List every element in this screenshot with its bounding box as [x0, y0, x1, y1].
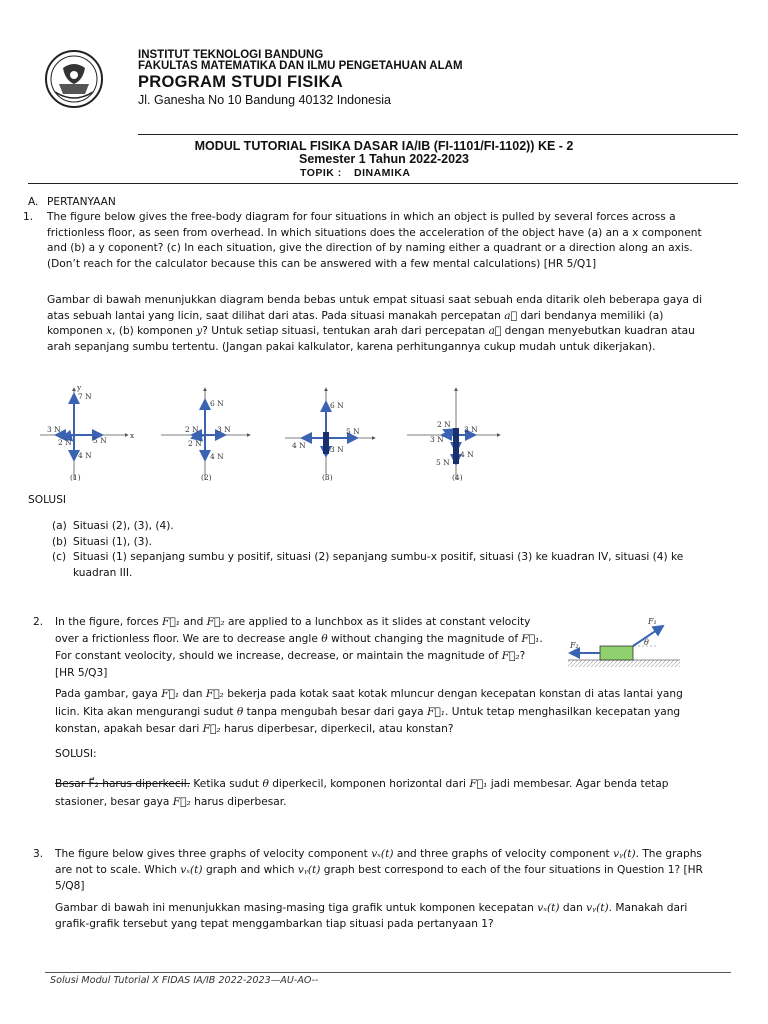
- d1-axis-y: y: [77, 383, 82, 392]
- itb-logo: [43, 48, 105, 110]
- d1-axis-x: x: [130, 431, 135, 440]
- d1-label-4n: 4 N: [78, 451, 92, 460]
- d4-label-3n-b: 3 N: [430, 435, 444, 444]
- q1-text-en: The figure below gives the free-body diagram for four situations in which an object is pulled by several forces across a frictionless floor, as seen from overhead. In which situations does the acceleration of the object have (a) an a x component and (b) a y coponent? (c) In each situation, give the direction of by naming either a quadrant or a direction along an axis. (Don’t reach for the calculator because this can be answered with a few mental calculations) [HR 5/Q1]: [47, 211, 702, 270]
- fig-f1-label: F₁: [648, 617, 657, 626]
- d3-label-6n: 6 N: [330, 401, 344, 410]
- section-title: PERTANYAAN: [47, 196, 116, 208]
- q3-text-en: The figure below gives three graphs of velocity component vₓ(t) and three graphs of velocity component vᵧ(t). The graphs are not to scale. Which vₓ(t) graph and which vᵧ(t) graph best correspond to each of the four situations in Question 1? [HR 5/Q8]: [55, 848, 703, 892]
- topic: DINAMIKA: [354, 167, 411, 179]
- q1-number: 1.: [23, 211, 34, 223]
- d2-label-2n-a: 2 N: [185, 425, 199, 434]
- fig-theta-label: θ: [644, 638, 649, 647]
- q2-text-id: Pada gambar, gaya F⃗₁ dan F⃗₂ bekerja pada kotak saat kotak mluncur dengan kecepatan konstan di atas lantai yang licin. Kita akan mengurangi sudut θ tanpa mengubah besar dari gaya F⃗₁. Untuk tetap menghasilkan kecepatan yang konstan, apakah besar dari F⃗₂ harus diperbesar, diperkecil, atau konstan?: [55, 688, 683, 735]
- d2-label-2n-b: 2 N: [188, 439, 202, 448]
- q1-answer-c: (c) Situasi (1) sepanjang sumbu y positif, situasi (2) sepanjang sumbu-x positif, situasi (3) ke kuadran IV, situasi (4) ke kuadran III.: [52, 551, 684, 579]
- module-title: MODUL TUTORIAL FISIKA DASAR IA/IB (FI-1101/FI-1102)) KE - 2: [194, 139, 574, 153]
- q1-answer-a: (a) Situasi (2), (3), (4).: [52, 520, 174, 532]
- q2-solution-label: SOLUSI:: [55, 748, 97, 760]
- q2-number: 2.: [33, 616, 44, 628]
- q2-solution-text: Besar F⃗₂ harus diperkecil. Ketika sudut θ diperkecil, komponen horizontal dari F⃗₁ jadi membesar. Agar benda tetap stasioner, besar gaya F⃗₂ harus diperbesar.: [55, 778, 669, 808]
- d2-caption: (2): [201, 473, 212, 482]
- lunchbox-figure: [558, 612, 688, 670]
- institute-name: INSTITUT TEKNOLOGI BANDUNG: [138, 49, 324, 61]
- title-rule: [28, 183, 738, 184]
- program-name: PROGRAM STUDI FISIKA: [138, 73, 343, 91]
- d2-label-4n: 4 N: [210, 452, 224, 461]
- d4-label-5n: 5 N: [436, 458, 450, 467]
- lunchbox: [600, 646, 633, 660]
- d2-label-3n: 3 N: [217, 425, 231, 434]
- q2-text-en: In the figure, forces F⃗₁ and F⃗₂ are applied to a lunchbox as it slides at constant velocity over a frictionless floor. We are to decrease angle θ without changing the magnitude of F⃗₁. For constant veolocity, should we increase, decrease, or maintain the magnitude of F⃗₂? [HR 5/Q3]: [55, 616, 543, 679]
- d4-caption: (4): [452, 473, 463, 482]
- q3-number: 3.: [33, 848, 44, 860]
- d2-label-6n: 6 N: [210, 399, 224, 408]
- d4-label-3n-a: 3 N: [464, 425, 478, 434]
- d1-label-5n: 5 N: [93, 436, 107, 445]
- d1-caption: (1): [70, 473, 81, 482]
- d3-label-4n: 4 N: [292, 441, 306, 450]
- d1-label-7n: 7 N: [78, 392, 92, 401]
- topic-label: TOPIK :: [300, 167, 342, 179]
- d3-caption: (3): [322, 473, 333, 482]
- semester: Semester 1 Tahun 2022-2023: [298, 152, 469, 166]
- d1-label-3n: 3 N: [47, 425, 61, 434]
- footer-rule: [45, 972, 731, 973]
- d1-label-2n: 2 N: [58, 438, 72, 447]
- q1-solution-label: SOLUSI: [28, 494, 67, 506]
- q1-text-id: Gambar di bawah menunjukkan diagram benda bebas untuk empat situasi saat sebuah enda ditarik oleh beberapa gaya di atas sebuah lantai yang licin, saat dilihat dari atas. Pada situasi manakah percepatan a⃗ dari bendanya memiliki (a) komponen x, (b) komponen y? Untuk setiap situasi, tentukan arah dari percepatan a⃗ dengan menyebutkan kuadran atau arah sepanjang sumbu tertentu. (Jangan pakai kalkulator, karena perhitungannya cukup mudah untuk dikerjakan).: [47, 294, 703, 353]
- section-letter: A.: [28, 196, 39, 208]
- header-rule: [138, 134, 738, 135]
- q3-text-id: Gambar di bawah ini menunjukkan masing-masing tiga grafik untuk komponen kecepatan vₓ(t) dan vᵧ(t). Manakah dari grafik-grafik tersebut yang tepat menggambarkan tiap situasi pada pertanyaan 1?: [55, 902, 688, 930]
- q1-answer-b: (b) Situasi (1), (3).: [52, 535, 152, 548]
- free-body-diagrams: [30, 380, 510, 490]
- address: Jl. Ganesha No 10 Bandung 40132 Indonesia: [138, 93, 391, 107]
- d4-label-4n: 4 N: [460, 450, 474, 459]
- d3-label-3n: 3 N: [330, 445, 344, 454]
- d4-label-2n: 2 N: [437, 420, 451, 429]
- faculty-name: FAKULTAS MATEMATIKA DAN ILMU PENGETAHUAN ALAM: [138, 60, 463, 72]
- fig-f2-label: F₂: [570, 641, 579, 650]
- q1-answers: [52, 519, 702, 581]
- d3-label-5n: 5 N: [346, 427, 360, 436]
- footer-text: Solusi Modul Tutorial X FIDAS IA/IB 2022-2023—AU-AO--: [50, 975, 319, 986]
